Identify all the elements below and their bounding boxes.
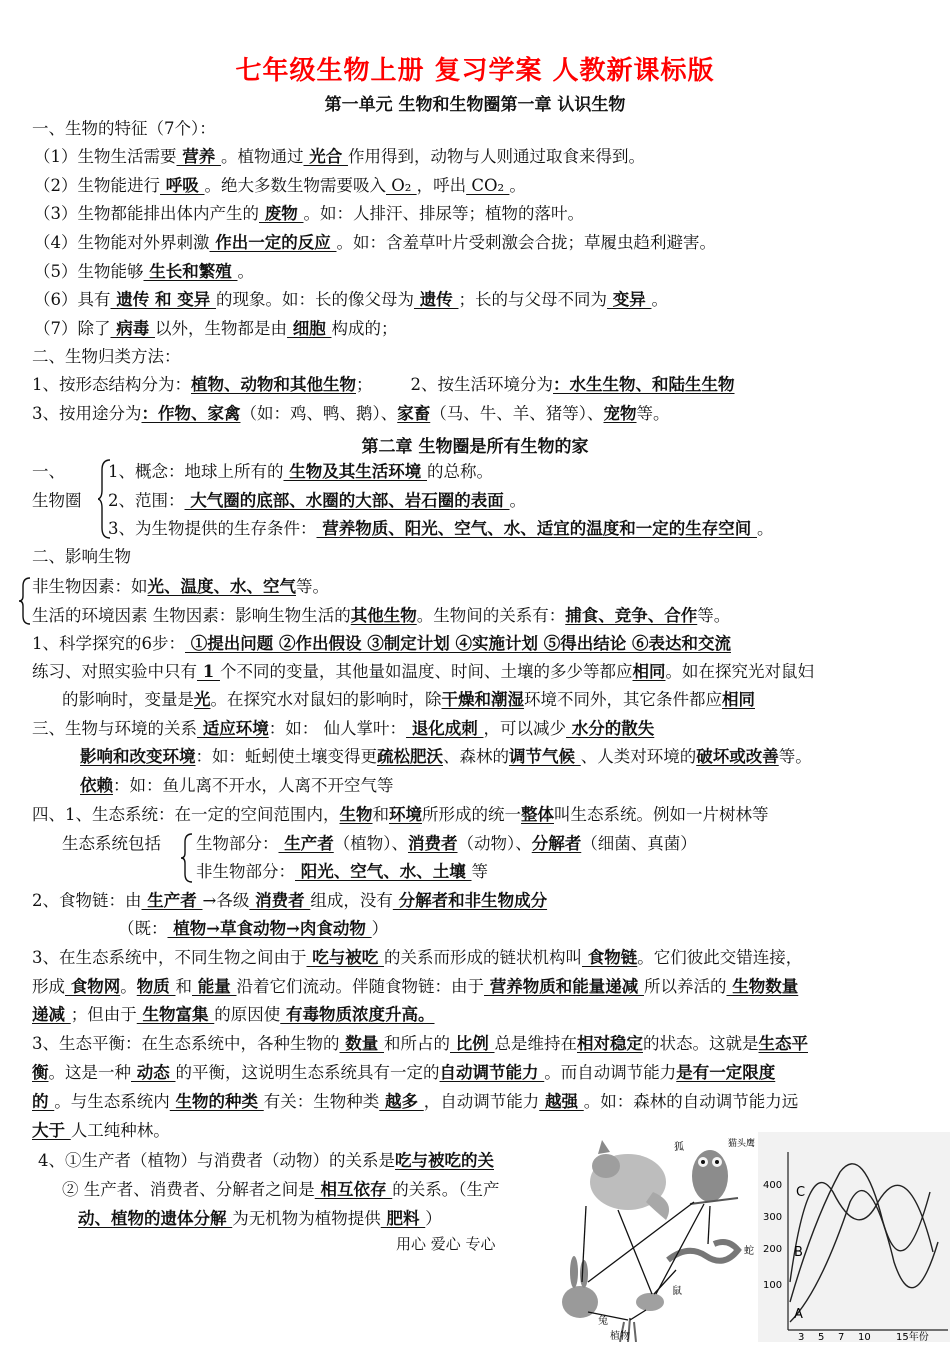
- label-mouse: 鼠: [672, 1286, 682, 1297]
- trait-line-7: （7）除了 病毒 以外，生物都是由 细胞 构成的；: [34, 319, 398, 338]
- balance-line-2: 衡。这是一种 动态 的平衡，这说明生态系统具有一定的自动调节能力 。而自动调节能力是有一定限度: [32, 1063, 776, 1082]
- curve-label-a: A: [794, 1307, 803, 1322]
- x-tick-10: 10: [858, 1332, 871, 1342]
- balance-line-4: 大于 人工纯种林。: [32, 1121, 170, 1140]
- section2-heading: 二、生物归类方法：: [32, 347, 181, 366]
- relation-change: 影响和改变环境：如：蚯蚓使土壤变得更疏松肥沃、森林的调节气候 、人类对环境的破坏或改善等。: [80, 747, 812, 766]
- trait-line-1: （1）生物生活需要 营养 。植物通过 光合 作用得到，动物与人则通过取食来得到。: [34, 147, 645, 166]
- y-tick-400: 400: [763, 1180, 783, 1191]
- y-tick-100: 100: [763, 1280, 783, 1291]
- biosphere-conditions: 3、为生物提供的生存条件： 营养物质、阳光、空气、水、适宜的温度和一定的生存空间 。: [108, 519, 774, 538]
- section1-heading: 一、生物的特征（7个）：: [32, 119, 216, 138]
- ecosystem-brace: [180, 832, 194, 884]
- label-plant: 植物: [610, 1331, 630, 1342]
- trait-line-4: （4）生物能对外界刺激 作出一定的反应 。如：含羞草叶片受刺激会合拢；草履虫趋利避害。: [34, 233, 716, 252]
- curve-label-c: C: [796, 1185, 806, 1200]
- classify-line-1: 1、按形态结构分为：植物、动物和其他生物； 2、按生活环境分为：水生生物、和陆生生物: [32, 375, 735, 394]
- biosphere-number: 一、: [32, 462, 65, 481]
- biosphere-label: 生物圈: [32, 491, 82, 510]
- ecosystem-definition: 四、1、生态系统：在一定的空间范围内，生物和环境所形成的统一整体叫生态系统。例如一片树林等: [32, 805, 769, 824]
- classify-line-2: 3、按用途分为：作物、家禽（如：鸡、鸭、鹅）、家畜（马、牛、羊、猪等）、宠物等。: [32, 404, 670, 423]
- x-tick-7: 7: [838, 1332, 845, 1342]
- curve-label-b: B: [794, 1245, 803, 1260]
- influence-heading: 二、影响生物: [32, 547, 131, 566]
- food-chain-line-2: （既： 植物→草食动物→肉食动物 ）: [118, 919, 389, 938]
- trait-line-3: （3）生物都能排出体内产生的 废物 。如：人排汗、排尿等；植物的落叶。: [34, 204, 584, 223]
- relations-line-1: 4、①生产者（植物）与消费者（动物）的关系是吃与被吃的关: [38, 1151, 494, 1170]
- document-title: 七年级生物上册 复习学案 人教新课标版: [235, 56, 715, 86]
- food-web-line-2: 形成 食物网。物质 和 能量 沿着它们流动。伴随食物链：由于 营养物质和能量递减 所以养活的 生物数量: [32, 977, 799, 996]
- relations-line-3: 动、植物的遗体分解 为无机物为植物提供 肥料 ）: [78, 1209, 442, 1228]
- footer-motto: 用心 爱心 专心: [396, 1235, 496, 1253]
- x-tick-5: 5: [818, 1332, 825, 1342]
- trait-line-6: （6）具有 遗传 和 变异 的现象。如：长的像父母为 遗传 ；长的与父母不同为 变异 。: [34, 290, 668, 309]
- food-chain-line-1: 2、食物链：由 生产者 →各级 消费者 组成，没有 分解者和非生物成分: [32, 891, 548, 910]
- biosphere-concept: 1、概念：地球上所有的 生物及其生活环境 的总称。: [108, 462, 493, 481]
- biosphere-range: 2、范围： 大气圈的底部、水圈的大部、岩石圈的表面 。: [108, 491, 526, 510]
- biotic-component: 生物部分： 生产者（植物）、消费者（动物）、分解者（细菌、真菌）: [196, 834, 697, 853]
- label-rabbit: 兔: [598, 1316, 608, 1327]
- unit-subtitle: 第一单元 生物和生物圈第一章 认识生物: [324, 95, 626, 115]
- food-web-figure: [558, 1132, 950, 1342]
- label-owl: 猫头鹰: [728, 1139, 756, 1149]
- y-tick-300: 300: [763, 1212, 783, 1223]
- exercise-line-1: 练习、对照实验中只有 1 个不同的变量，其他量如温度、时间、土壤的多少等都应相同。如在探究光对鼠妇: [32, 662, 814, 681]
- ecosystem-includes-label: 生态系统包括: [62, 834, 161, 853]
- balance-line-3: 的 。与生态系统内 生物的种类 有关：生物种类 越多 ，自动调节能力 越强 。如：森林的自动调节能力远: [32, 1092, 799, 1111]
- trait-line-5: （5）生物能够 生长和繁殖 。: [34, 262, 254, 281]
- biotic-factors: 生活的环境因素 生物因素：影响生物生活的其他生物。生物间的关系有：捕食、竞争、合作等。: [32, 606, 731, 625]
- relations-line-2: ② 生产者、消费者、分解者之间是 相互依存 的关系。（生产: [62, 1180, 500, 1199]
- mouse-image: [636, 1293, 664, 1311]
- abiotic-component: 非生物部分： 阳光、空气、水、土壤 等: [196, 862, 488, 881]
- abiotic-factors: 非生物因素：如光、温度、水、空气等。: [32, 577, 329, 596]
- relation-depend: 依赖：如：鱼儿离不开水，人离不开空气等: [80, 776, 394, 795]
- science-steps: 1、科学探究的6步： ①提出问题 ②作出假设 ③制定计划 ④实施计划 ⑤得出结论 ⑥表达和交流: [32, 634, 731, 653]
- trait-line-2: （2）生物能进行 呼吸 。绝大多数生物需要吸入 O₂ ，呼出 CO₂ 。: [34, 176, 526, 195]
- food-web-line-1: 3、在生态系统中，不同生物之间由于 吃与被吃 的关系而形成的链状机构叫 食物链。它们彼此交错连接，: [32, 948, 803, 967]
- chapter2-title: 第二章 生物圈是所有生物的家: [361, 437, 589, 457]
- exercise-line-2: 的影响时，变量是光。在探究水对鼠妇的影响时，除干燥和潮湿环境不同外，其它条件都应相同: [62, 690, 755, 709]
- factor-brace: [18, 576, 32, 626]
- x-tick-15: 15年份: [896, 1332, 929, 1342]
- balance-line-1: 3、生态平衡：在生态系统中，各种生物的 数量 和所占的 比例 总是维持在相对稳定的状态。这就是生态平: [32, 1034, 808, 1053]
- food-web-illustration: [558, 1132, 950, 1342]
- y-tick-200: 200: [763, 1244, 783, 1255]
- x-tick-3: 3: [798, 1332, 805, 1342]
- food-web-line-3: 递减 ；但由于 生物富集 的原因使 有毒物质浓度升高。: [32, 1005, 435, 1024]
- label-fox: 狐: [674, 1142, 684, 1153]
- label-snake: 蛇: [744, 1246, 754, 1257]
- relation-adapt: 三、生物与环境的关系 适应环境：如： 仙人掌叶： 退化成刺 ，可以减少 水分的散失: [32, 719, 655, 738]
